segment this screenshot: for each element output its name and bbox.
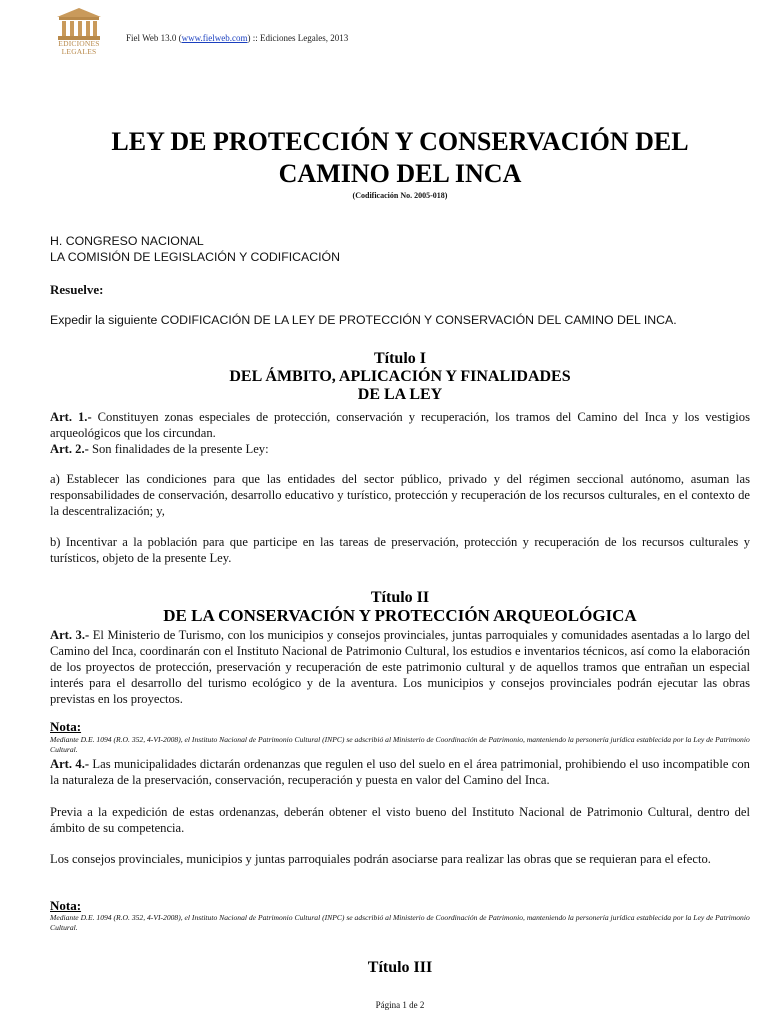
article-4-text: Las municipalidades dictarán ordenanzas que regulen el uso del suelo en el área patrimonial, prohibiendo el uso incompatible con la naturaleza de la preservación, conservación, recuperación y puesta en valor del Camino del Inca. [50,757,750,787]
fielweb-link[interactable]: www.fielweb.com [181,33,248,43]
article-4 [50,756,750,788]
article-3-label: Art. 3.- [50,628,90,642]
article-3 [50,627,750,707]
logo-text-line2: LEGALES [61,47,97,56]
article-2-item-b: b) Incentivar a la población para que participe en las tareas de preservación, protección y recuperación de los recursos culturales y turísticos, objeto de la presente Ley. [50,535,750,565]
article-2 [50,441,750,457]
article-4-label: Art. 4.- [50,757,90,771]
titulo-3-label: Título III [367,959,433,976]
article-3-text: El Ministerio de Turismo, con los municipios y consejos provinciales, juntas parroquiales y comunidades asentadas a lo largo del Camino del Inca, coordinarán con el Instituto Nacional de Patrimonio Cultural, los estudios e inventarios técnicos, así como la elaboración de los proyectos de protección, preservación y recuperación de este patrimonio cultural y de aquellos tramos que entrañan un especial interés para el desarrollo del turismo ecológico y de la aventura. Los municipios y consejos provinciales podrán ejecutar las obras previstas en los proyectos. [50,628,750,706]
title-line1: LEY DE PROTECCIÓN Y CONSERVACIÓN DEL [111,127,689,156]
titulo-1-label: Título I [373,350,426,367]
article-4-paragraph-2: Previa a la expedición de estas ordenanzas, deberán obtener el visto bueno del Instituto Nacional de Patrimonio Cultural, dentro del ámbito de su competencia. [50,805,750,835]
page-footer: Página 1 de 2 [375,1000,425,1010]
titulo-2-label: Título II [370,589,430,606]
article-2-label: Art. 2.- [50,442,89,456]
titulo-3-heading [50,959,750,977]
header-source-line [126,33,348,43]
article-4-paragraph-3: Los consejos provinciales, municipios y juntas parroquiales podrán asociarse para realizar las obras que se requieran para el efecto. [50,852,711,866]
article-1-text: Constituyen zonas especiales de protección, conservación y recuperación, los tramos del Camino del Inca y los vestigios arqueológicos que los circundan. [50,410,750,440]
logo-text-line1: EDICIONES [58,39,100,48]
nota-2-text: Mediante D.E. 1094 (R.O. 352, 4-VI-2008), el Instituto Nacional de Patrimonio Cultural (INPC) se adscribió al Ministerio de Coordinación de Patrimonio, manteniendo la personería jurídica establecida por la Ley de Patrimonio Cultural. [50,913,750,932]
article-2-text: Son finalidades de la presente Ley: [88,442,269,456]
titulo-2-line1: DE LA CONSERVACIÓN Y PROTECCIÓN ARQUEOLÓGICA [163,606,637,625]
article-1-label: Art. 1.- [50,410,92,424]
issuer-block [50,233,750,265]
article-1 [50,409,750,441]
titulo-1-heading [50,350,750,404]
header-prefix: Fiel Web 13.0 ( [126,33,182,43]
titulo-1-line2: DE LA LEY [357,386,443,403]
article-2-item-a: a) Establecer las condiciones para que las entidades del sector público, privado y del régimen seccional autónomo, asuman las responsabilidades de conservación, desarrollo educativo y turístico, protección y recuperación de los recursos culturales, en el contexto de la descentralización; y, [50,472,750,518]
resuelve-label: Resuelve: [50,282,104,297]
expedir-text: Expedir la siguiente CODIFICACIÓN DE LA LEY DE PROTECCIÓN Y CONSERVACIÓN DEL CAMINO DEL INCA. [50,313,677,327]
header-suffix: ) :: Ediciones Legales, 2013 [247,33,349,43]
nota-1-text: Mediante D.E. 1094 (R.O. 352, 4-VI-2008), el Instituto Nacional de Patrimonio Cultural (INPC) se adscribió al Ministerio de Coordinación de Patrimonio, manteniendo la personería jurídica establecida por la Ley de Patrimonio Cultural. [50,735,750,754]
issuer-line1: H. CONGRESO NACIONAL [50,234,204,248]
title-line2: CAMINO DEL INCA [278,159,522,188]
titulo-2-heading [50,589,750,625]
titulo-1-line1: DEL ÁMBITO, APLICACIÓN Y FINALIDADES [229,368,571,385]
issuer-line2: LA COMISIÓN DE LEGISLACIÓN Y CODIFICACIÓN [50,250,340,264]
codification-number: (Codificación No. 2005-018) [352,191,448,200]
nota-1-label: Nota: [50,719,82,734]
nota-2-label: Nota: [50,898,82,913]
document-title [40,126,760,190]
logo-text [50,40,108,56]
